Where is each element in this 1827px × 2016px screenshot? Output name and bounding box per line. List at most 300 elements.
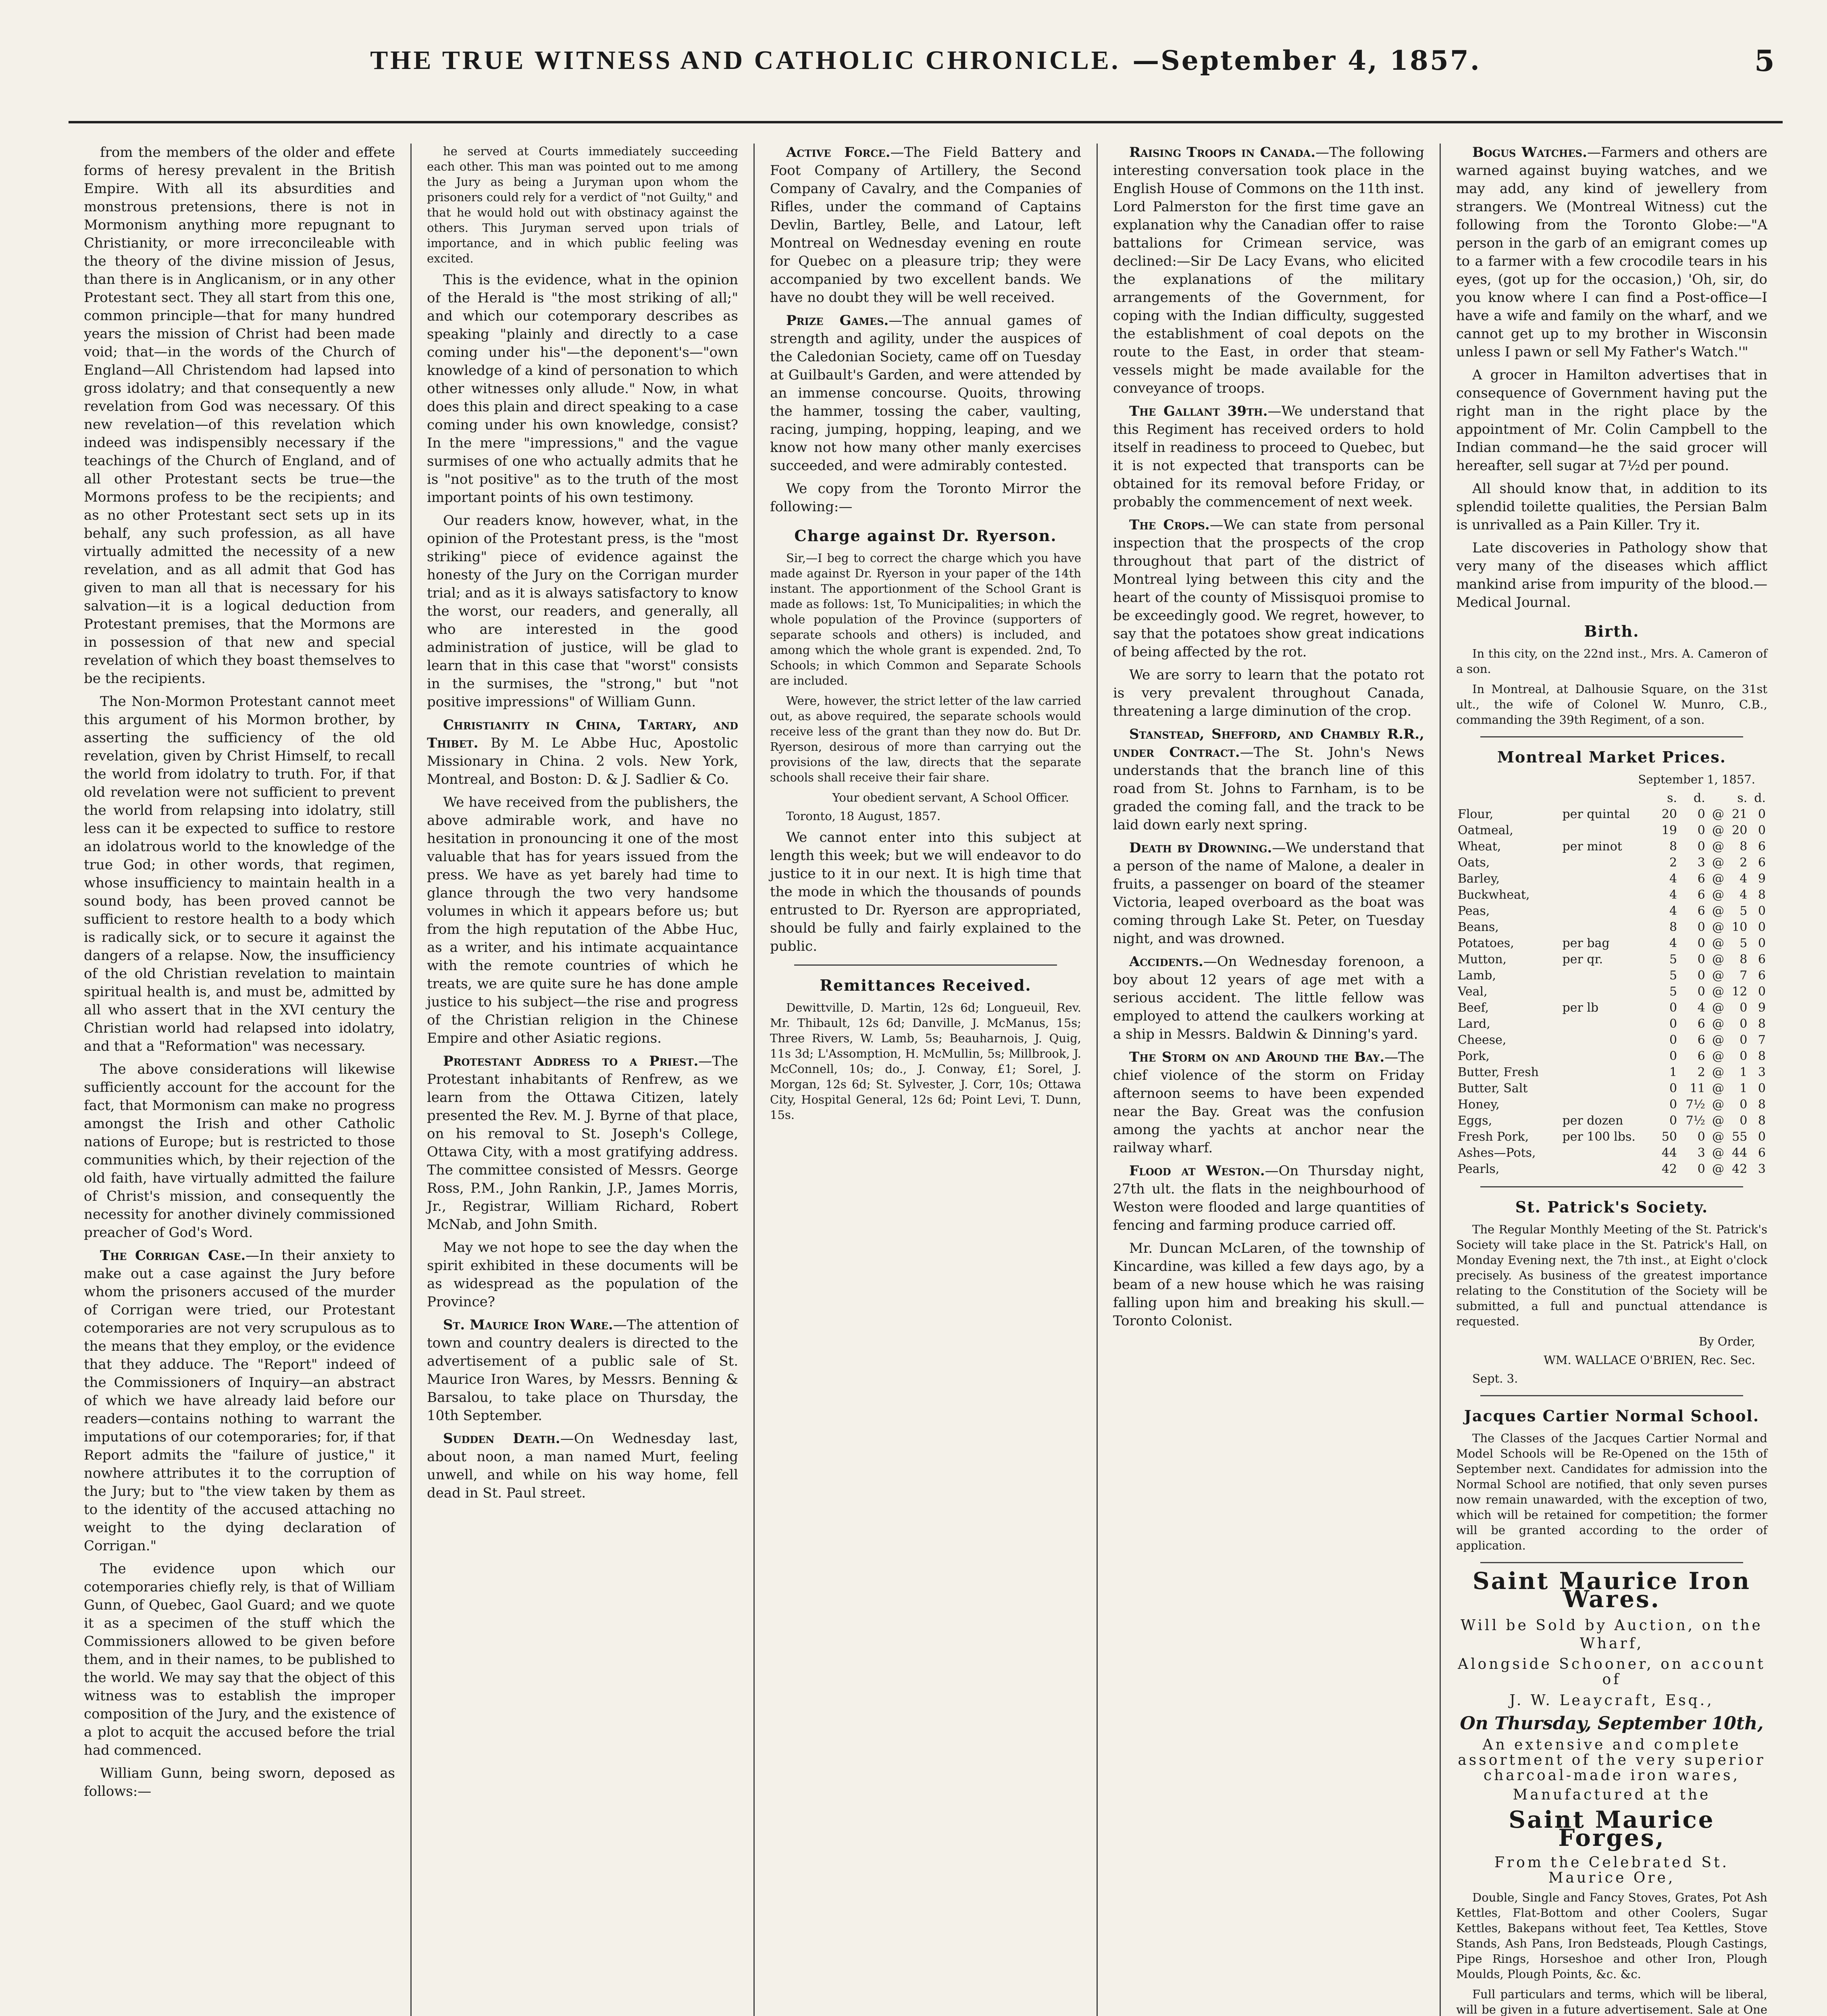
commodity-cell: Wheat, — [1458, 839, 1501, 854]
ad-description: Manufactured at the — [1513, 1787, 1711, 1803]
price-cell: 3 — [1758, 1065, 1766, 1079]
price-cell: per minot — [1562, 839, 1622, 854]
price-cell: 7½ — [1686, 1098, 1705, 1112]
price-cell: @ — [1712, 872, 1724, 886]
price-cell — [1561, 984, 1656, 1000]
market-row — [1456, 1081, 1767, 1097]
price-cell: per 100 lbs. — [1562, 1130, 1636, 1144]
market-row — [1456, 839, 1767, 855]
market-row — [1456, 1161, 1767, 1177]
column-3 — [755, 144, 1098, 2016]
price-cell: per bag — [1562, 936, 1610, 950]
article-heading: The Crops. — [1129, 517, 1210, 533]
price-cell: 6 — [1758, 952, 1766, 966]
article-text: —On Wednesday forenoon, a boy about 12 years of age met with a serious accident. The little fellow was employed to attend the caulkers working at a ship in Messrs. Baldwin & Dinning's yard. — [1113, 954, 1424, 1042]
ad-title: Saint Maurice Iron Wares. — [1472, 1567, 1751, 1613]
price-cell: 3 — [1758, 1162, 1766, 1176]
letter-dateline: Toronto, 18 August, 1857. — [786, 809, 941, 823]
price-cell — [1561, 823, 1656, 839]
commodity-cell: Peas, — [1458, 904, 1490, 918]
column-2 — [412, 144, 755, 2016]
market-row — [1456, 1097, 1767, 1113]
ad-name: J. W. Leaycraft, Esq., — [1509, 1692, 1714, 1709]
commodity-cell: Butter, Salt — [1458, 1081, 1528, 1095]
ad-signature: WM. WALLACE O'BRIEN, Rec. Sec. — [1544, 1353, 1755, 1367]
price-cell: 6 — [1697, 1049, 1705, 1063]
price-cell: s. — [1737, 791, 1748, 805]
article-text: —Farmers and others are warned against buying watches, and we may add, any kind of jewellery from strangers. We (Montreal Witness) cut the following from the Toronto Globe:—"A person in the garb of an emigrant comes up to a farmer with a few crocodile tears in his eyes, (got up for the occasion,) 'Oh, sir, do you know where I can find a Post-office—I have a wife and family on the wharf, and we cannot get up to my brother in Wisconsin unless I pawn or sell My Father's Watch.'" — [1456, 144, 1767, 360]
price-cell: 0 — [1669, 1114, 1677, 1128]
ad-body: Double, Single and Fancy Stoves, Grates, Pot Ash Kettles, Flat-Bottom and other Coolers, Sugar Kettles, Bakepans without feet, Tea Kettles, Stove Stands, Ash Pans, Iron Bedsteads, Plough Castings, Pipe Rings, Horseshoe and other Iron, Plough Moulds, Plough Points, &c. &c. — [1456, 1891, 1767, 1981]
article-paragraph: We cannot enter into this subject at length this week; but we will endeavor to do justice to it in our next. It is high time that the mode in which the thousands of pounds entrusted to Dr. Ryerson are appropriated, should be fully and fairly explained to the public. — [770, 829, 1081, 954]
article-heading: Raising Troops in Canada. — [1129, 144, 1316, 160]
price-cell: @ — [1712, 1081, 1724, 1095]
price-cell: 0 — [1697, 1130, 1705, 1144]
market-row — [1456, 1129, 1767, 1145]
article-paragraph — [427, 1430, 738, 1502]
article-heading: Protestant Address to a Priest. — [443, 1053, 699, 1069]
price-cell: 6 — [1697, 1033, 1705, 1047]
article-paragraph — [1113, 1162, 1424, 1235]
price-cell: @ — [1712, 1049, 1724, 1063]
price-cell: 0 — [1740, 1098, 1748, 1112]
market-header-row — [1456, 790, 1767, 806]
market-row — [1456, 806, 1767, 823]
price-cell: 55 — [1732, 1130, 1748, 1144]
commodity-cell: Honey, — [1458, 1098, 1500, 1112]
price-cell: 0 — [1697, 823, 1705, 837]
article-heading: The Corrigan Case. — [100, 1248, 246, 1264]
article-paragraph — [1113, 839, 1424, 948]
price-cell: 0 — [1740, 1017, 1748, 1031]
price-cell: 0 — [1697, 839, 1705, 854]
price-cell: @ — [1712, 968, 1724, 983]
price-cell: 42 — [1661, 1162, 1677, 1176]
price-cell: 7 — [1740, 968, 1748, 983]
price-cell: 3 — [1697, 1146, 1705, 1160]
article-text: —The following interesting conversation took place in the English House of Commons on the 11th inst. Lord Palmerston for the first time gave an explanation why the Canadian offer to raise battalions for Crimean service, was declined:—Sir De Lacy Evans, who elicited the explanations of the military arrangements of the Government, for coping with the Indian difficulty, suggested the establishment of coal depots on the route to the East, in order that steam-vessels might be made available for the conveyance of troops. — [1113, 144, 1425, 396]
price-cell: @ — [1712, 839, 1724, 854]
price-cell: 5 — [1740, 936, 1748, 950]
price-cell: 0 — [1758, 807, 1766, 821]
divider — [1480, 736, 1743, 737]
price-cell: @ — [1712, 1098, 1724, 1112]
price-cell: s. — [1667, 791, 1677, 805]
price-cell: 6 — [1758, 1146, 1766, 1160]
article-heading: Death by Drowning. — [1129, 840, 1272, 856]
market-row — [1456, 1032, 1767, 1048]
article-paragraph — [427, 716, 738, 789]
divider — [1480, 1395, 1743, 1396]
price-cell: 8 — [1758, 1098, 1766, 1112]
remittances-list: Dewittville, D. Martin, 12s 6d; Longueuil, Rev. Mr. Thibault, 12s 6d; Danville, J. McManus, 15s; Three Rivers, W. Lamb, 5s; Beauharnois, J. Quig, 11s 3d; L'Assomption, H. McMullin, 5s; Millbrook, J. McConnell, 10s; do., J. Conway, £1; Sorel, J. Morgan, 12s 6d; St. Sylvester, J. Corr, 10s; Ottawa City, Hospital General, 12s 6d; Point Levi, T. Dunn, 15s. — [770, 1001, 1081, 1122]
price-cell: 7½ — [1686, 1114, 1705, 1128]
article-heading: St. Maurice Iron Ware. — [443, 1317, 613, 1333]
price-cell: 8 — [1669, 920, 1677, 934]
price-cell: 0 — [1697, 936, 1705, 950]
article-text: —The attention of town and country dealers is directed to the advertisement of a public sale of St. Maurice Iron Wares, by Messrs. Benning & Barsalou, to take place on Thursday, the 10th September. — [427, 1317, 738, 1424]
article-paragraph — [1113, 725, 1424, 834]
article-text: —The annual games of strength and agility, under the auspices of the Caledonian Society, came off on Tuesday at Guilbault's Garden, and were attended by an immense concourse. Quoits, throwing the hammer, tossing the caber, vaulting, racing, jumping, hopping, leaping, and we know not how many other manly exercises succeeded, and were admirably contested. — [770, 312, 1082, 474]
price-cell: 4 — [1740, 872, 1748, 886]
price-cell: 8 — [1758, 1017, 1766, 1031]
price-cell: 0 — [1669, 1033, 1677, 1047]
article-heading: Flood at Weston. — [1129, 1163, 1265, 1179]
price-cell: @ — [1712, 1001, 1724, 1015]
market-row — [1456, 984, 1767, 1000]
market-row — [1456, 1048, 1767, 1064]
article-text: —We understand that this Regiment has received orders to hold itself in readiness to proceed to Quebec, but it is not expected that transports can be obtained for its removal before Friday, or probably the commencement of next week. — [1113, 403, 1424, 510]
commodity-cell: Buckwheat, — [1458, 888, 1530, 902]
article-heading: The Gallant 39th. — [1129, 403, 1268, 419]
price-cell: 5 — [1669, 968, 1677, 983]
price-cell: 2 — [1669, 856, 1677, 870]
price-cell: @ — [1712, 1114, 1724, 1128]
price-cell: 0 — [1697, 807, 1705, 821]
price-cell: @ — [1712, 807, 1724, 821]
price-cell: @ — [1712, 888, 1724, 902]
market-prices-table — [1456, 790, 1767, 1177]
price-cell: 0 — [1697, 920, 1705, 934]
price-cell: @ — [1712, 823, 1724, 837]
price-cell: per quintal — [1562, 807, 1630, 821]
price-cell: 11 — [1690, 1081, 1705, 1095]
article-paragraph: Late discoveries in Pathology show that very many of the diseases which afflict mankind arise from impurity of the blood.—Medical Journal. — [1456, 540, 1767, 610]
article-paragraph: This is the evidence, what in the opinion of the Herald is "the most striking of all;" and which our cotemporary describes as speaking "plainly and directly to a case coming under his"—the deponent's—"own knowledge of a kind of personation to which other witnesses only allude." Now, in what does this plain and direct speaking to a case coming under his own knowledge, consist? In the mere "impressions," and the vague surmises of one who actually admits that he is "not positive" as to the truth of the most important points of his own testimony. — [427, 272, 738, 506]
issue-date: —September 4, 1857. — [1132, 45, 1481, 76]
price-cell: 5 — [1669, 985, 1677, 999]
price-cell — [1561, 1161, 1656, 1177]
price-cell — [1561, 1097, 1656, 1113]
price-cell: per qr. — [1562, 952, 1603, 966]
price-cell: 9 — [1758, 872, 1766, 886]
commodity-cell: Pearls, — [1458, 1162, 1500, 1176]
price-cell: 4 — [1740, 888, 1748, 902]
price-cell: 2 — [1697, 1065, 1705, 1079]
article-paragraph — [1113, 144, 1424, 398]
price-cell: 19 — [1661, 823, 1677, 837]
price-cell: 0 — [1669, 1098, 1677, 1112]
price-cell: 7 — [1758, 1033, 1766, 1047]
price-cell: 3 — [1697, 856, 1705, 870]
price-cell: 0 — [1697, 985, 1705, 999]
commodity-cell: Pork, — [1458, 1049, 1490, 1063]
ad-description: An extensive and complete assortment of the very superior charcoal-made iron wares, — [1458, 1737, 1766, 1784]
price-cell: 50 — [1661, 1130, 1677, 1144]
article-heading: Active Force. — [786, 144, 891, 160]
section-heading: Charge against Dr. Ryerson. — [794, 527, 1057, 545]
price-cell: 6 — [1758, 968, 1766, 983]
price-cell: 0 — [1669, 1017, 1677, 1031]
article-paragraph: Mr. Duncan McLaren, of the township of Kincardine, was killed a few days ago, by a beam of a new house which he was raising falling upon him and breaking his skull.—Toronto Colonist. — [1113, 1240, 1424, 1329]
article-paragraph: The above considerations will likewise sufficiently account for the account for the fact, that Mormonism can make no progress amongst the Irish and other Catholic nations of Europe; but is restricted to those communities which, by their rejection of the old faith, have virtually admitted the failure of Christ's mission, and consequently the necessity for another divinely commissioned preacher of God's Word. — [84, 1061, 395, 1241]
article-text: —On Wednesday last, about noon, a man named Murt, feeling unwell, and while on his way home, fell dead in St. Paul street. — [427, 1431, 738, 1501]
price-cell: 42 — [1732, 1162, 1748, 1176]
price-cell: 0 — [1740, 1001, 1748, 1015]
commodity-cell: Lamb, — [1458, 968, 1496, 983]
price-cell: 4 — [1669, 936, 1677, 950]
price-cell: 44 — [1732, 1146, 1748, 1160]
article-heading: Prize Games. — [786, 312, 889, 329]
price-cell — [1561, 1145, 1656, 1161]
price-cell: 5 — [1669, 952, 1677, 966]
price-cell — [1561, 1016, 1656, 1032]
price-cell: 0 — [1758, 1130, 1766, 1144]
commodity-cell: Mutton, — [1458, 952, 1507, 966]
birth-notice: In this city, on the 22nd inst., Mrs. A. Cameron of a son. — [1456, 647, 1767, 676]
price-cell: 4 — [1697, 1001, 1705, 1015]
price-cell: 0 — [1758, 985, 1766, 999]
commodity-cell: Beans, — [1458, 920, 1499, 934]
price-cell: 8 — [1740, 839, 1748, 854]
article-paragraph: May we not hope to see the day when the spirit exhibited in these documents will be as widespread as the population of the Province? — [427, 1239, 738, 1310]
ad-subtitle: Will be Sold by Auction, on the Wharf, — [1461, 1617, 1763, 1652]
article-text: —The Field Battery and Foot Company of Artillery, the Second Company of Cavalry, and the Companies of Rifles, under the command of Captains Devlin, Bartley, Belle, and Latour, left Montreal on Wednesday evening en route for Quebec on a pleasure trip; they were accompanied by two excellent bands. We have no doubt they will be well received. — [770, 144, 1081, 306]
price-cell: 1 — [1669, 1065, 1677, 1079]
market-title: Montreal Market Prices. — [1497, 748, 1727, 766]
price-cell: 0 — [1697, 968, 1705, 983]
market-row — [1456, 935, 1767, 952]
letter-signature: Your obedient servant, A School Officer. — [832, 791, 1069, 804]
price-cell: 21 — [1732, 807, 1748, 821]
divider — [794, 964, 1057, 966]
column-4 — [1098, 144, 1441, 2016]
price-cell — [1561, 855, 1656, 871]
price-cell — [1561, 968, 1656, 984]
market-row — [1456, 887, 1767, 903]
price-cell: 2 — [1740, 856, 1748, 870]
price-cell: d. — [1754, 791, 1766, 805]
market-row — [1456, 1113, 1767, 1129]
letter-paragraph: Were, however, the strict letter of the law carried out, as above required, the separate schools would receive less of the grant than they now do. But Dr. Ryerson, desirous of more than carrying out the provisions of the law, directs that the separate schools shall receive their fair share. — [770, 694, 1081, 784]
price-cell: 0 — [1758, 936, 1766, 950]
price-cell: @ — [1712, 952, 1724, 966]
ad-heading: Jacques Cartier Normal School. — [1464, 1407, 1760, 1425]
commodity-cell: Oatmeal, — [1458, 823, 1513, 837]
article-paragraph — [1113, 1048, 1424, 1157]
letter-paragraph: Sir,—I beg to correct the charge which you have made against Dr. Ryerson in your paper of the 14th instant. The apportionment of the School Grant is made as follows: 1st, To Municipalities; in which the whole population of the Province (supporters of separate schools and others) is included, and among which the whole grant is expended. 2nd, To Schools; in which Common and Separate Schools are included. — [770, 551, 1081, 687]
section-heading: Birth. — [1584, 622, 1640, 640]
article-paragraph — [770, 144, 1081, 307]
article-heading: Stanstead, Shefford, and Chambly R.R., under Contract. — [1113, 726, 1424, 760]
price-cell: 8 — [1758, 888, 1766, 902]
article-paragraph — [427, 1316, 738, 1425]
commodity-cell: Ashes—Pots, — [1458, 1146, 1536, 1160]
commodity-cell: Butter, Fresh — [1458, 1065, 1539, 1079]
article-heading: Bogus Watches. — [1472, 144, 1587, 160]
price-cell: 20 — [1732, 823, 1748, 837]
article-text: —We can state from personal inspection that the prospects of the crop throughout that part of the district of Montreal lying between this city and the heart of the county of Missisquoi promise to be exceedingly good. We regret, however, to say that the potatoes show great indications of being affected by the rot. — [1113, 517, 1425, 660]
price-cell — [1561, 871, 1656, 887]
ad-description: From the Celebrated St. Maurice Ore, — [1494, 1854, 1729, 1886]
price-cell: @ — [1712, 856, 1724, 870]
market-row — [1456, 823, 1767, 839]
ad-heading: St. Patrick's Society. — [1515, 1198, 1708, 1216]
price-cell: 20 — [1661, 807, 1677, 821]
price-cell: @ — [1712, 1017, 1724, 1031]
price-cell — [1561, 1032, 1656, 1048]
divider — [1480, 1562, 1743, 1563]
price-cell: @ — [1712, 1162, 1724, 1176]
article-paragraph: A grocer in Hamilton advertises that in consequence of Government having put the right man in the right place by the appointment of Mr. Colin Campbell to the Indian command—he the said grocer will hereafter, sell sugar at 7½d per pound. — [1456, 367, 1767, 474]
price-cell: per lb — [1562, 1001, 1599, 1015]
commodity-cell — [1456, 790, 1561, 806]
price-cell — [1561, 1064, 1656, 1081]
price-cell — [1561, 1081, 1656, 1097]
commodity-cell: Oats, — [1458, 856, 1490, 870]
article-paragraph: William Gunn, being sworn, deposed as follows:— — [84, 1765, 395, 1799]
price-cell: 6 — [1697, 1017, 1705, 1031]
price-cell: 0 — [1697, 1162, 1705, 1176]
newspaper-title: THE TRUE WITNESS AND CATHOLIC CHRONICLE. — [370, 46, 1121, 75]
birth-notice: In Montreal, at Dalhousie Square, on the 31st ult., the wife of Colonel W. Munro, C.B., commanding the 39th Regiment, of a son. — [1456, 682, 1767, 727]
price-cell: @ — [1712, 1033, 1724, 1047]
ad-body: Full particulars and terms, which will be liberal, will be given in a future advertisement. Sale at One — [1456, 1987, 1767, 2016]
ad-body: The Regular Monthly Meeting of the St. Patrick's Society will take place in the St. Patrick's Hall, on Monday Evening next, the 7th inst., at Eight o'clock precisely. As business of the greatest importance relating to the Constitution of the Society will be submitted, a full and punctual attendance is requested. — [1456, 1223, 1767, 1328]
column-5 — [1441, 144, 1783, 2016]
market-row — [1456, 919, 1767, 935]
article-heading: Accidents. — [1129, 954, 1203, 970]
price-cell — [1561, 1048, 1656, 1064]
market-row — [1456, 903, 1767, 919]
commodity-cell: Barley, — [1458, 872, 1500, 886]
article-paragraph: We copy from the Toronto Mirror the following:— — [770, 481, 1081, 515]
price-cell: 9 — [1758, 1001, 1766, 1015]
article-text: —The chief violence of the storm on Friday afternoon seems to have been expended near the Bay. Great was the confusion among the yachts at anchor near the railway wharf. — [1113, 1049, 1424, 1156]
commodity-cell: Lard, — [1458, 1017, 1490, 1031]
article-paragraph — [1456, 144, 1767, 361]
price-cell: 5 — [1740, 904, 1748, 918]
article-paragraph — [427, 1052, 738, 1234]
price-cell: 0 — [1758, 904, 1766, 918]
article-paragraph: We have received from the publishers, the above admirable work, and have no hesitation in pronouncing it one of the most valuable that has for years issued from the press. We have as yet barely had time to glance through the two very handsome volumes in which it appears before us; but from the high reputation of the Abbe Huc, as a writer, and his intimate acquaintance with the remote countries of which he treats, we are quite sure he has done ample justice to his subject—the rise and progress of the Christian religion in the Chinese Empire and other Asiatic regions. — [427, 794, 738, 1046]
price-cell: 8 — [1740, 952, 1748, 966]
price-cell: @ — [1712, 985, 1724, 999]
article-text: —On Thursday night, 27th ult. the flats in the neighbourhood of Weston were flooded and large quantities of fencing and farming produce carried off. — [1113, 1163, 1424, 1233]
article-heading: Christianity in China, Tartary, and Thibet. — [427, 717, 738, 751]
price-cell: 1 — [1740, 1065, 1748, 1079]
ad-body: The Classes of the Jacques Cartier Normal and Model Schools will be Re-Opened on the 15th of September next. Candidates for admission into the Normal School are notified, that only seven purses now remain unawarded, with the exception of two, which will be retained for competition; the former will be granted according to the order of application. — [1456, 1431, 1767, 1552]
article-paragraph — [84, 1247, 395, 1555]
article-text: By M. Le Abbe Huc, Apostolic Missionary in China. 2 vols. New York, Montreal, and Boston: D. & J. Sadlier & Co. — [427, 735, 739, 787]
price-cell: @ — [1712, 936, 1724, 950]
testimony-paragraph: he served at Courts immediately succeeding each other. This man was pointed out to me among the Jury as being a Juryman upon whom the prisoners could rely for a verdict of "not Guilty," and that he would hold out with obstinacy against the others. This Juryman served upon trials of importance, and in which public feeling was excited. — [427, 144, 738, 265]
price-cell: 1 — [1740, 1081, 1748, 1095]
commodity-cell: Eggs, — [1458, 1114, 1492, 1128]
price-cell: 8 — [1758, 1049, 1766, 1063]
price-cell: 44 — [1661, 1146, 1677, 1160]
price-cell: 6 — [1697, 888, 1705, 902]
ad-date: Sept. 3. — [1472, 1372, 1518, 1385]
price-cell — [1561, 903, 1656, 919]
price-cell: 4 — [1669, 904, 1677, 918]
price-cell: 10 — [1732, 920, 1748, 934]
commodity-cell: Beef, — [1458, 1001, 1489, 1015]
article-text: —We understand that a person of the name of Malone, a dealer in fruits, a passenger on board of the steamer Victoria, leaped overboard as the boat was coming through Lake St. Peter, on Tuesday night, and was drowned. — [1113, 840, 1424, 947]
market-row — [1456, 968, 1767, 984]
section-heading: Remittances Received. — [820, 976, 1032, 994]
article-text: —The Protestant inhabitants of Renfrew, as we learn from the Ottawa Citizen, lately presented the Rev. M. J. Byrne of that place, on his removal to St. Joseph's College, Ottawa City, with a most gratifying address. The committee consisted of Messrs. George Ross, P.M., John Rankin, J.P., James Morris, Jr., Registrar, William Richard, Robert McNab, and John Smith. — [427, 1053, 738, 1233]
article-text: —The St. John's News understands that the branch line of this road from St. Johns to Farnham, is to be graded the coming fall, and the track to be laid down early next spring. — [1113, 744, 1424, 833]
market-row — [1456, 1016, 1767, 1032]
column-1 — [69, 144, 412, 2016]
article-paragraph — [1113, 516, 1424, 661]
ad-title: Saint Maurice Forges, — [1509, 1806, 1715, 1851]
price-cell: 8 — [1758, 1114, 1766, 1128]
price-cell: 0 — [1740, 1033, 1748, 1047]
price-cell: 12 — [1732, 985, 1748, 999]
market-date: September 1, 1857. — [1638, 773, 1755, 786]
article-text: —In their anxiety to make out a case against the Jury before whom the prisoners accused of the murder of Corrigan were tried, our Protestant cotemporaries are not very scrupulous as to the means that they employ, or the evidence that they adduce. The "Report" indeed of the Commissioners of Inquiry—an abstract of which we have already laid before our readers—contains nothing to warrant the imputations of our cotemporaries; for, if that Report admits the "failure of justice," it nowhere attributes it to the corruption of the Jury; but to "the view taken by them as to the identity of the accused attaching no weight to the dying declaration of Corrigan." — [84, 1248, 395, 1554]
commodity-cell: Fresh Pork, — [1458, 1130, 1529, 1144]
ad-subtitle: Alongside Schooner, on account of — [1458, 1656, 1766, 1688]
market-row — [1456, 1064, 1767, 1081]
price-cell: 0 — [1669, 1081, 1677, 1095]
article-paragraph: from the members of the older and effete forms of heresy prevalent in the British Empire. With all its absurdities and monstrous pretensions, there is not in Mormonism anything more repugnant to Christianity, or more irreconcileable with the theory of the divine mission of Jesus, than there is in Anglicanism, or in any other Protestant sect. They all start from this one, common principle—that for many hundred years the mission of Christ had been made void; that—in the words of the Church of England—All Christendom had lapsed into gross idolatry; and that consequently a new revelation from God was necessary. Of this new revelation—of this revelation which indeed was indispensibly necessary if the teachings of the Church of England, and of all other Protestant sects be true—the Mormons profess to be the recipients; and as no other Protestant sect sets up in its behalf, any such profession, as all have virtually admitted the necessity of a new revelation, and as all admit that God has given to man all that is necessary for his salvation—it is a logical deduction from Protestant premises, that the Mormons are in possession of that new and special revelation of which they boast themselves to be the recipients. — [84, 144, 395, 687]
masthead — [69, 0, 1783, 123]
commodity-cell: Flour, — [1458, 807, 1494, 821]
article-paragraph: All should know that, in addition to its splendid toilette qualities, the Persian Balm is unrivalled as a Pain Killer. Try it. — [1456, 481, 1767, 533]
price-cell: 0 — [1697, 952, 1705, 966]
price-cell: 0 — [1740, 1049, 1748, 1063]
article-paragraph: Our readers know, however, what, in the opinion of the Protestant press, is the "most striking" piece of evidence against the honesty of the Jury on the Corrigan murder trial; and as it is always satisfactory to know the worst, our readers, and generally, all who are interested in the good administration of justice, will be glad to learn that in this case that "worst" consists in the surmises, the "strong," but "not positive impressions" of William Gunn. — [427, 512, 738, 710]
page-number: 5 — [1754, 43, 1775, 78]
price-cell: 6 — [1758, 839, 1766, 854]
price-cell — [1707, 790, 1726, 806]
commodity-cell: Veal, — [1458, 985, 1488, 999]
article-heading: Sudden Death. — [443, 1431, 560, 1447]
price-cell: d. — [1694, 791, 1705, 805]
article-paragraph: The Non-Mormon Protestant cannot meet this argument of his Mormon brother, by asserting the sufficiency of the old revelation, given by Christ Himself, to recall the world from idolatry to truth. For, if that old revelation were not sufficient to prevent the world from relapsing into idolatry, still less can it be expected to suffice to restore an idolatrous world to the knowledge of the true God; in other words, that regimen, whose insufficiency to maintain health in a sound body, has been proved cannot be sufficient to restore health to a body which is radically sick, or to secure it against the dangers of a relapse. Now, the insufficiency of the old Christian revelation to maintain spiritual health is, and must be, admitted by all who assert that in the XVI century the Christian world had relapsed into idolatry, and that a "Reformation" was necessary. — [84, 694, 395, 1054]
price-cell: 8 — [1669, 839, 1677, 854]
divider — [1480, 1186, 1743, 1187]
article-paragraph — [770, 312, 1081, 475]
price-cell: 0 — [1740, 1114, 1748, 1128]
article-paragraph: We are sorry to learn that the potato rot is very prevalent throughout Canada, threatening a large diminution of the crop. — [1113, 667, 1424, 719]
price-cell: 0 — [1669, 1001, 1677, 1015]
commodity-cell: Potatoes, — [1458, 936, 1514, 950]
price-cell: 0 — [1758, 1081, 1766, 1095]
market-row — [1456, 855, 1767, 871]
market-row — [1456, 1000, 1767, 1016]
price-cell: @ — [1712, 920, 1724, 934]
price-cell: 0 — [1669, 1049, 1677, 1063]
price-cell: @ — [1712, 904, 1724, 918]
article-paragraph — [1113, 953, 1424, 1043]
price-cell: 4 — [1669, 872, 1677, 886]
price-cell: 6 — [1697, 904, 1705, 918]
price-cell: @ — [1712, 1065, 1724, 1079]
ad-order: By Order, — [1698, 1335, 1755, 1348]
price-cell: 0 — [1758, 823, 1766, 837]
article-paragraph — [1113, 402, 1424, 511]
price-cell — [1561, 919, 1656, 935]
commodity-cell: Cheese, — [1458, 1033, 1507, 1047]
price-cell: 6 — [1758, 856, 1766, 870]
price-cell — [1561, 790, 1656, 806]
market-row — [1456, 952, 1767, 968]
market-rows — [1456, 790, 1767, 1177]
price-cell: 6 — [1697, 872, 1705, 886]
price-cell: @ — [1712, 1146, 1724, 1160]
price-cell: 4 — [1669, 888, 1677, 902]
price-cell — [1561, 887, 1656, 903]
article-heading: The Storm on and Around the Bay. — [1129, 1049, 1385, 1065]
columns — [69, 144, 1783, 2016]
market-row — [1456, 871, 1767, 887]
market-row — [1456, 1145, 1767, 1161]
price-cell: 0 — [1758, 920, 1766, 934]
